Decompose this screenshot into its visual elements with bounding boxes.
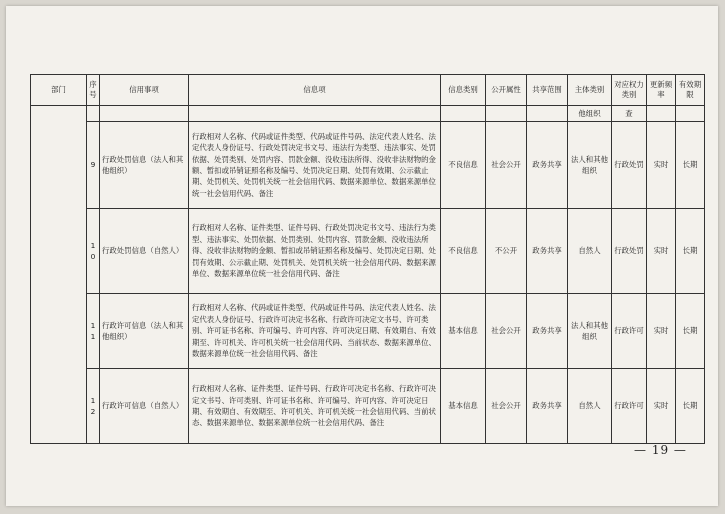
header-public-attr: 公开属性 (486, 75, 527, 106)
seq-cell: 11 (87, 294, 100, 369)
share-scope-cell: 政务共享 (527, 369, 568, 444)
authority-cell: 查 (612, 106, 647, 122)
table-cell (87, 106, 100, 122)
header-seq: 序号 (87, 75, 100, 106)
valid-period-cell: 长期 (676, 209, 705, 294)
info-cell: 行政相对人名称、代码或证件类型、代码或证件号码、法定代表人姓名、法定代表人身份证号、行政处罚决定书文号、违法行为类型、违法事实、处罚依据、处罚类别、处罚内容、罚款金额、没收违法所得、没收非法财物的金额、暂扣或吊销证照名称及编号、处罚决定日期、处罚有效期、公示截止期、处罚机关、处罚机关统一社会信用代码、数据来源单位、数据来源单位统一社会信用代码、备注 (189, 122, 441, 209)
table-cell (527, 106, 568, 122)
public-attr-cell: 社会公开 (486, 122, 527, 209)
share-scope-cell: 政务共享 (527, 122, 568, 209)
info-type-cell: 不良信息 (441, 122, 486, 209)
public-attr-cell: 社会公开 (486, 294, 527, 369)
table-row (31, 122, 705, 209)
public-attr-cell: 不公开 (486, 209, 527, 294)
item-cell: 行政许可信息（自然人） (100, 369, 189, 444)
header-info-type: 信息类别 (441, 75, 486, 106)
valid-period-cell: 长期 (676, 369, 705, 444)
info-cell: 行政相对人名称、代码或证件类型、代码或证件号码、法定代表人姓名、法定代表人身份证号、行政许可决定书名称、行政许可决定文书号、许可类别、许可证书名称、许可编号、许可内容、许可决定日期、有效期自、有效期至、许可机关、许可机关统一社会信用代码、当前状态、数据来源单位、数据来源单位统一社会信用代码、备注 (189, 294, 441, 369)
public-attr-cell: 社会公开 (486, 369, 527, 444)
subject-type-cell: 自然人 (568, 369, 612, 444)
share-scope-cell: 政务共享 (527, 294, 568, 369)
subject-type-cell: 他组织 (568, 106, 612, 122)
header-valid-period: 有效期限 (676, 75, 705, 106)
header-share-scope: 共享范围 (527, 75, 568, 106)
continuation-row (31, 106, 705, 122)
credit-info-table (30, 74, 705, 444)
table-cell (189, 106, 441, 122)
subject-type-cell: 法人和其他组织 (568, 122, 612, 209)
item-cell: 行政许可信息（法人和其他组织） (100, 294, 189, 369)
table-cell (486, 106, 527, 122)
seq-cell: 12 (87, 369, 100, 444)
authority-cell: 行政处罚 (612, 209, 647, 294)
dept-cell (31, 106, 87, 444)
table-row (31, 294, 705, 369)
header-row (31, 75, 705, 106)
item-cell: 行政处罚信息（自然人） (100, 209, 189, 294)
info-type-cell: 基本信息 (441, 294, 486, 369)
seq-cell: 10 (87, 209, 100, 294)
info-cell: 行政相对人名称、证件类型、证件号码、行政许可决定书名称、行政许可决定文书号、许可类别、许可证书名称、许可编号、许可内容、许可决定日期、有效期自、有效期至、许可机关、许可机关统一社会信用代码、当前状态、数据来源单位、数据来源单位统一社会信用代码、备注 (189, 369, 441, 444)
page-number: — 19 — (634, 443, 687, 457)
header-update-freq: 更新频率 (647, 75, 676, 106)
update-freq-cell: 实时 (647, 369, 676, 444)
info-type-cell: 基本信息 (441, 369, 486, 444)
subject-type-cell: 自然人 (568, 209, 612, 294)
table-row (31, 369, 705, 444)
authority-cell: 行政处罚 (612, 122, 647, 209)
authority-cell: 行政许可 (612, 294, 647, 369)
header-dept: 部门 (31, 75, 87, 106)
valid-period-cell: 长期 (676, 122, 705, 209)
table-row (31, 209, 705, 294)
info-cell: 行政相对人名称、证件类型、证件号码、行政处罚决定书文号、违法行为类型、违法事实、处罚依据、处罚类别、处罚内容、罚款金额、没收违法所得、没收非法财物的金额、暂扣或吊销证照名称及编号、处罚决定日期、处罚有效期、公示截止期、处罚机关、处罚机关统一社会信用代码、数据来源单位、数据来源单位统一社会信用代码、备注 (189, 209, 441, 294)
header-info: 信息项 (189, 75, 441, 106)
info-type-cell: 不良信息 (441, 209, 486, 294)
table-cell (100, 106, 189, 122)
table-cell (676, 106, 705, 122)
header-authority: 对应权力类别 (612, 75, 647, 106)
subject-type-cell: 法人和其他组织 (568, 294, 612, 369)
valid-period-cell: 长期 (676, 294, 705, 369)
update-freq-cell: 实时 (647, 294, 676, 369)
share-scope-cell: 政务共享 (527, 209, 568, 294)
document-page (6, 6, 718, 506)
table-cell (647, 106, 676, 122)
update-freq-cell: 实时 (647, 209, 676, 294)
item-cell: 行政处罚信息（法人和其他组织） (100, 122, 189, 209)
header-item: 信用事项 (100, 75, 189, 106)
authority-cell: 行政许可 (612, 369, 647, 444)
update-freq-cell: 实时 (647, 122, 676, 209)
table-cell (441, 106, 486, 122)
header-subject-type: 主体类别 (568, 75, 612, 106)
seq-cell: 9 (87, 122, 100, 209)
